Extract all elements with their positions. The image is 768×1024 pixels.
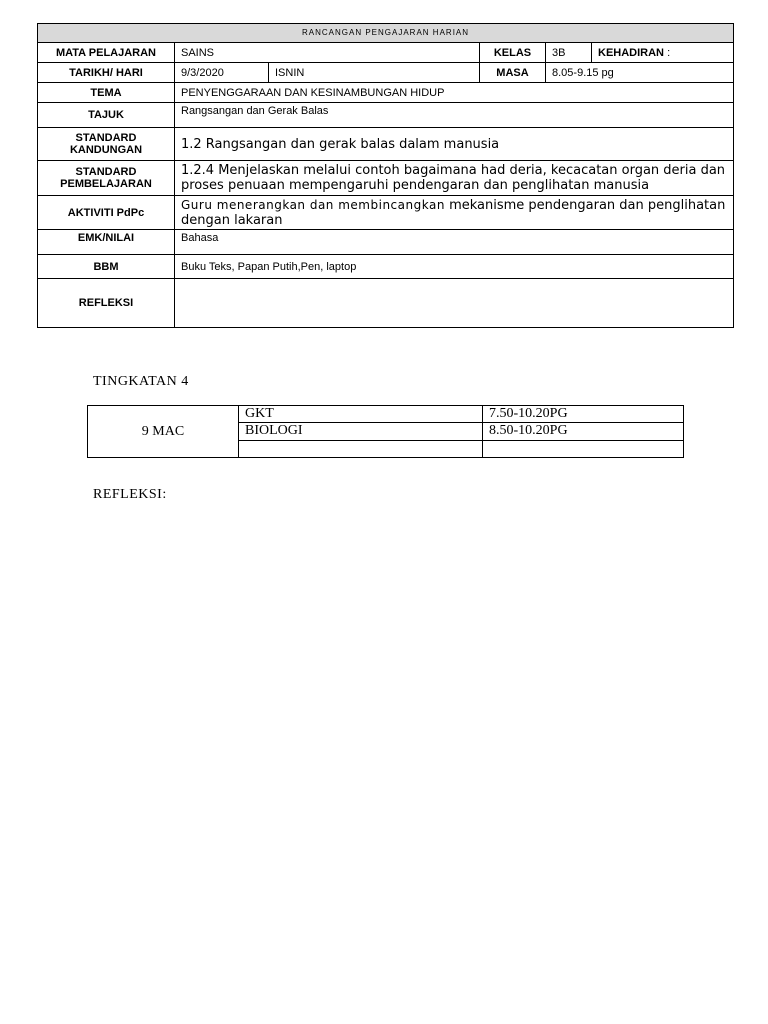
standard-kandungan-label-line1: STANDARD bbox=[75, 132, 137, 144]
hari-value: ISNIN bbox=[269, 63, 480, 83]
standard-pembelajaran-label bbox=[38, 161, 175, 196]
tajuk-label: TAJUK bbox=[38, 103, 175, 128]
standard-pembelajaran-label-line1: STANDARD bbox=[75, 166, 137, 178]
tema-value: PENYENGGARAAN DAN KESINAMBUNGAN HIDUP bbox=[175, 83, 734, 103]
kehadiran-value: : bbox=[667, 46, 671, 59]
kehadiran-cell bbox=[592, 43, 734, 63]
rph-banner: RANCANGAN PENGAJARAN HARIAN bbox=[38, 24, 734, 43]
kehadiran-label: KEHADIRAN bbox=[598, 46, 664, 59]
schedule-subject: BIOLOGI bbox=[239, 423, 483, 440]
standard-pembelajaran-value: 1.2.4 Menjelaskan melalui contoh bagaimana had deria, kecacatan organ deria dan proses penuaan mempengaruhi pendengaran dan penglihatan manusia bbox=[175, 161, 734, 196]
standard-kandungan-label-line2: KANDUNGAN bbox=[69, 144, 143, 156]
schedule-table bbox=[87, 405, 684, 458]
schedule-time bbox=[483, 440, 684, 457]
bbm-label: BBM bbox=[38, 255, 175, 279]
rph-table bbox=[37, 23, 734, 328]
standard-pembelajaran-label-line2: PEMBELAJARAN bbox=[60, 178, 152, 190]
refleksi-heading: REFLEKSI: bbox=[93, 487, 167, 502]
aktiviti-value bbox=[175, 196, 734, 230]
mata-pelajaran-label: MATA PELAJARAN bbox=[38, 43, 175, 63]
mata-pelajaran-value: SAINS bbox=[175, 43, 480, 63]
aktiviti-value-part2: mekanisme pendengaran dan penglihatan dengan lakaran bbox=[181, 197, 726, 228]
tingkatan-heading: TINGKATAN 4 bbox=[93, 374, 189, 389]
kelas-value: 3B bbox=[546, 43, 592, 63]
schedule-time: 7.50-10.20PG bbox=[483, 406, 684, 423]
aktiviti-label: AKTIVITI PdPc bbox=[38, 196, 175, 230]
masa-label: MASA bbox=[480, 63, 546, 83]
emk-label: EMK/NILAI bbox=[38, 230, 175, 255]
tarikh-value: 9/3/2020 bbox=[175, 63, 269, 83]
standard-kandungan-label bbox=[38, 128, 175, 161]
kelas-label: KELAS bbox=[480, 43, 546, 63]
schedule-subject: GKT bbox=[239, 406, 483, 423]
emk-value: Bahasa bbox=[175, 230, 734, 255]
schedule-date: 9 MAC bbox=[88, 406, 239, 458]
tema-label: TEMA bbox=[38, 83, 175, 103]
tarikh-label: TARIKH/ HARI bbox=[38, 63, 175, 83]
schedule-time: 8.50-10.20PG bbox=[483, 423, 684, 440]
standard-kandungan-value: 1.2 Rangsangan dan gerak balas dalam manusia bbox=[175, 128, 734, 161]
schedule-subject bbox=[239, 440, 483, 457]
refleksi-value bbox=[175, 279, 734, 328]
refleksi-label: REFLEKSI bbox=[38, 279, 175, 328]
aktiviti-value-part1: Guru menerangkan dan membincangkan bbox=[181, 197, 445, 212]
masa-value: 8.05-9.15 pg bbox=[546, 63, 734, 83]
tajuk-value: Rangsangan dan Gerak Balas bbox=[175, 103, 734, 128]
bbm-value: Buku Teks, Papan Putih,Pen, laptop bbox=[175, 255, 734, 279]
